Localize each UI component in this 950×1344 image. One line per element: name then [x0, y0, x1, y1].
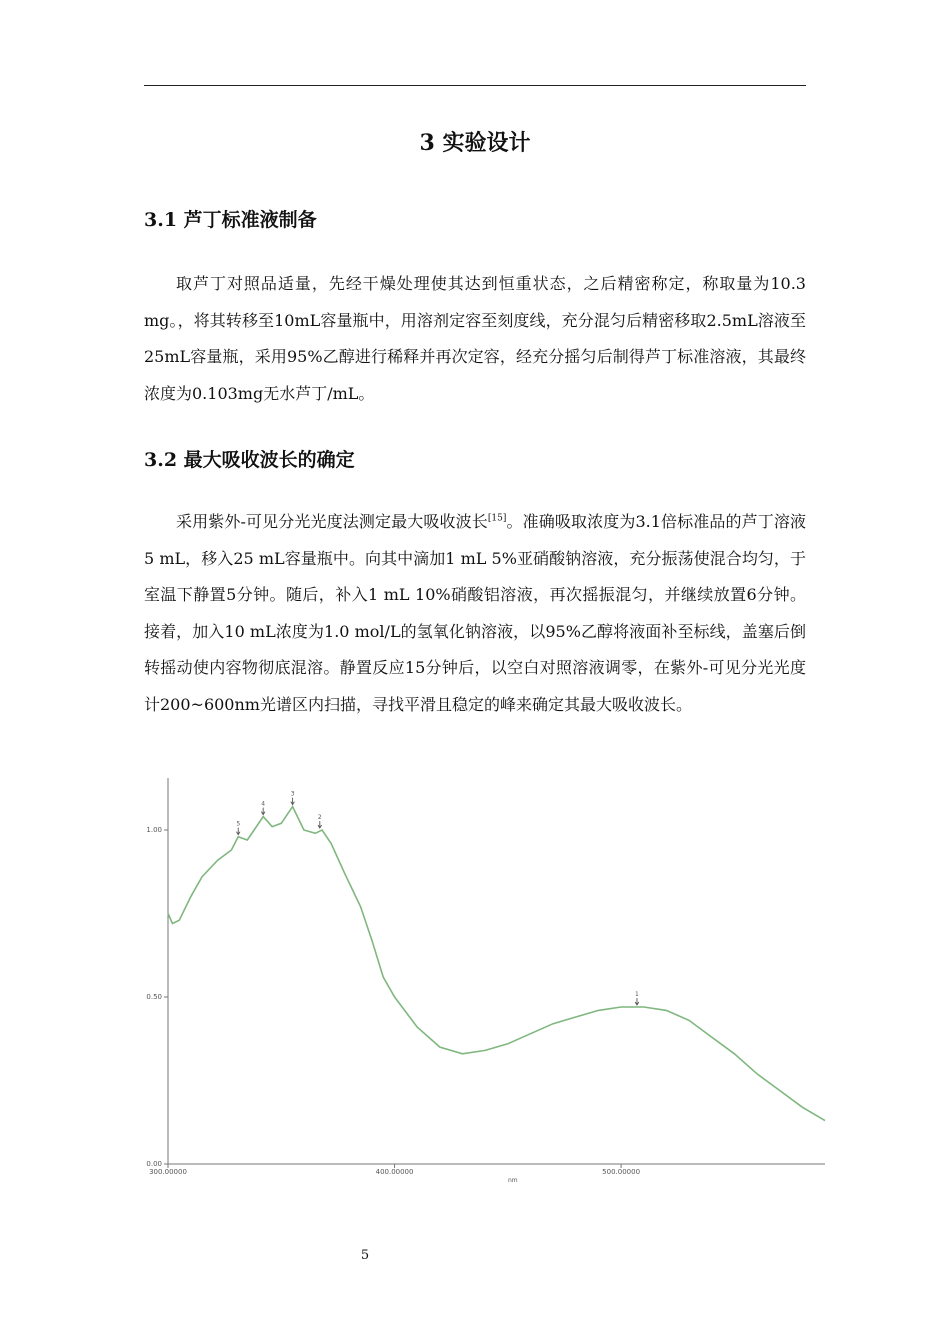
y-ticks: [146, 826, 168, 1168]
peak-marker: [291, 791, 295, 805]
peak-label: 3: [290, 790, 295, 798]
series-line: [168, 807, 825, 1121]
section-paragraph-3-2: [144, 504, 806, 723]
paragraph-text-after-ref: 。准确吸取浓度为3.1倍标准品的芦丁溶液5 mL，移入25 mL容量瓶中。向其中滴加1 mL 5%亚硝酸钠溶液，充分振荡使混合均匀，于室温下静置5分钟。随后，补入1 mL 10%硝酸铝溶液，再次摇振混匀，并继续放置6分钟。接着，加入10 mL浓度为1.0 mol/L的氢氧化钠溶液，以95%乙醇将液面补至标线，盖塞后倒转摇动使内容物彻底混溶。静置反应15分钟后，以空白对照溶液调零，在紫外-可见分光光度计200~600nm光谱区内扫描，寻找平滑且稳定的峰来确定其最大吸收波长。: [144, 512, 806, 714]
peak-marker: [635, 991, 639, 1005]
x-tick-label: 400.00000: [375, 1168, 414, 1176]
section-heading-3-2: 3.2 最大吸收波长的确定: [144, 449, 355, 471]
peak-markers: [236, 791, 639, 1005]
peak-label: 1: [635, 991, 639, 999]
peak-label: 5: [236, 820, 241, 828]
section-paragraph-3-1: 取芦丁对照品适量，先经干燥处理使其达到恒重状态，之后精密称定，称取量为10.3 mg。，将其转移至10mL容量瓶中，用溶剂定容至刻度线，充分混匀后精密移取2.5mL溶液至25mL容量瓶，采用95%乙醇进行稀释并再次定容，经充分摇匀后制得芦丁标准溶液，其最终浓度为0.103mg无水芦丁/mL。: [144, 274, 806, 403]
x-tick-label: 300.00000: [149, 1168, 187, 1176]
peak-arrow: [291, 798, 295, 805]
peak-marker: [318, 814, 322, 828]
peak-marker: [236, 821, 240, 835]
citation-ref: [15]: [487, 513, 507, 524]
y-tick-label: 0.00: [146, 1160, 162, 1168]
peak-arrow: [635, 998, 639, 1005]
paragraph-text-before-ref: 采用紫外-可见分光光度法测定最大吸收波长: [176, 512, 488, 531]
y-tick-label: 0.50: [146, 993, 162, 1001]
header-rule: [144, 85, 806, 86]
page-number: 5: [360, 1248, 370, 1263]
x-axis-label: nm: [508, 1177, 518, 1184]
peak-arrow: [236, 828, 240, 835]
peak-arrow: [261, 808, 265, 815]
section-heading-3-1: 3.1 芦丁标准液制备: [144, 209, 317, 231]
peak-marker: [261, 801, 265, 815]
absorption-spectrum-chart: [140, 770, 830, 1190]
x-tick-label: 500.00000: [602, 1168, 641, 1176]
peak-label: 4: [261, 800, 266, 808]
peak-label: 2: [317, 814, 322, 821]
y-tick-label: 1.00: [146, 826, 162, 834]
chart-axes: [168, 778, 825, 1164]
chapter-title: 3 实验设计: [419, 130, 531, 156]
x-ticks: [149, 1164, 640, 1176]
peak-arrow: [318, 821, 322, 828]
